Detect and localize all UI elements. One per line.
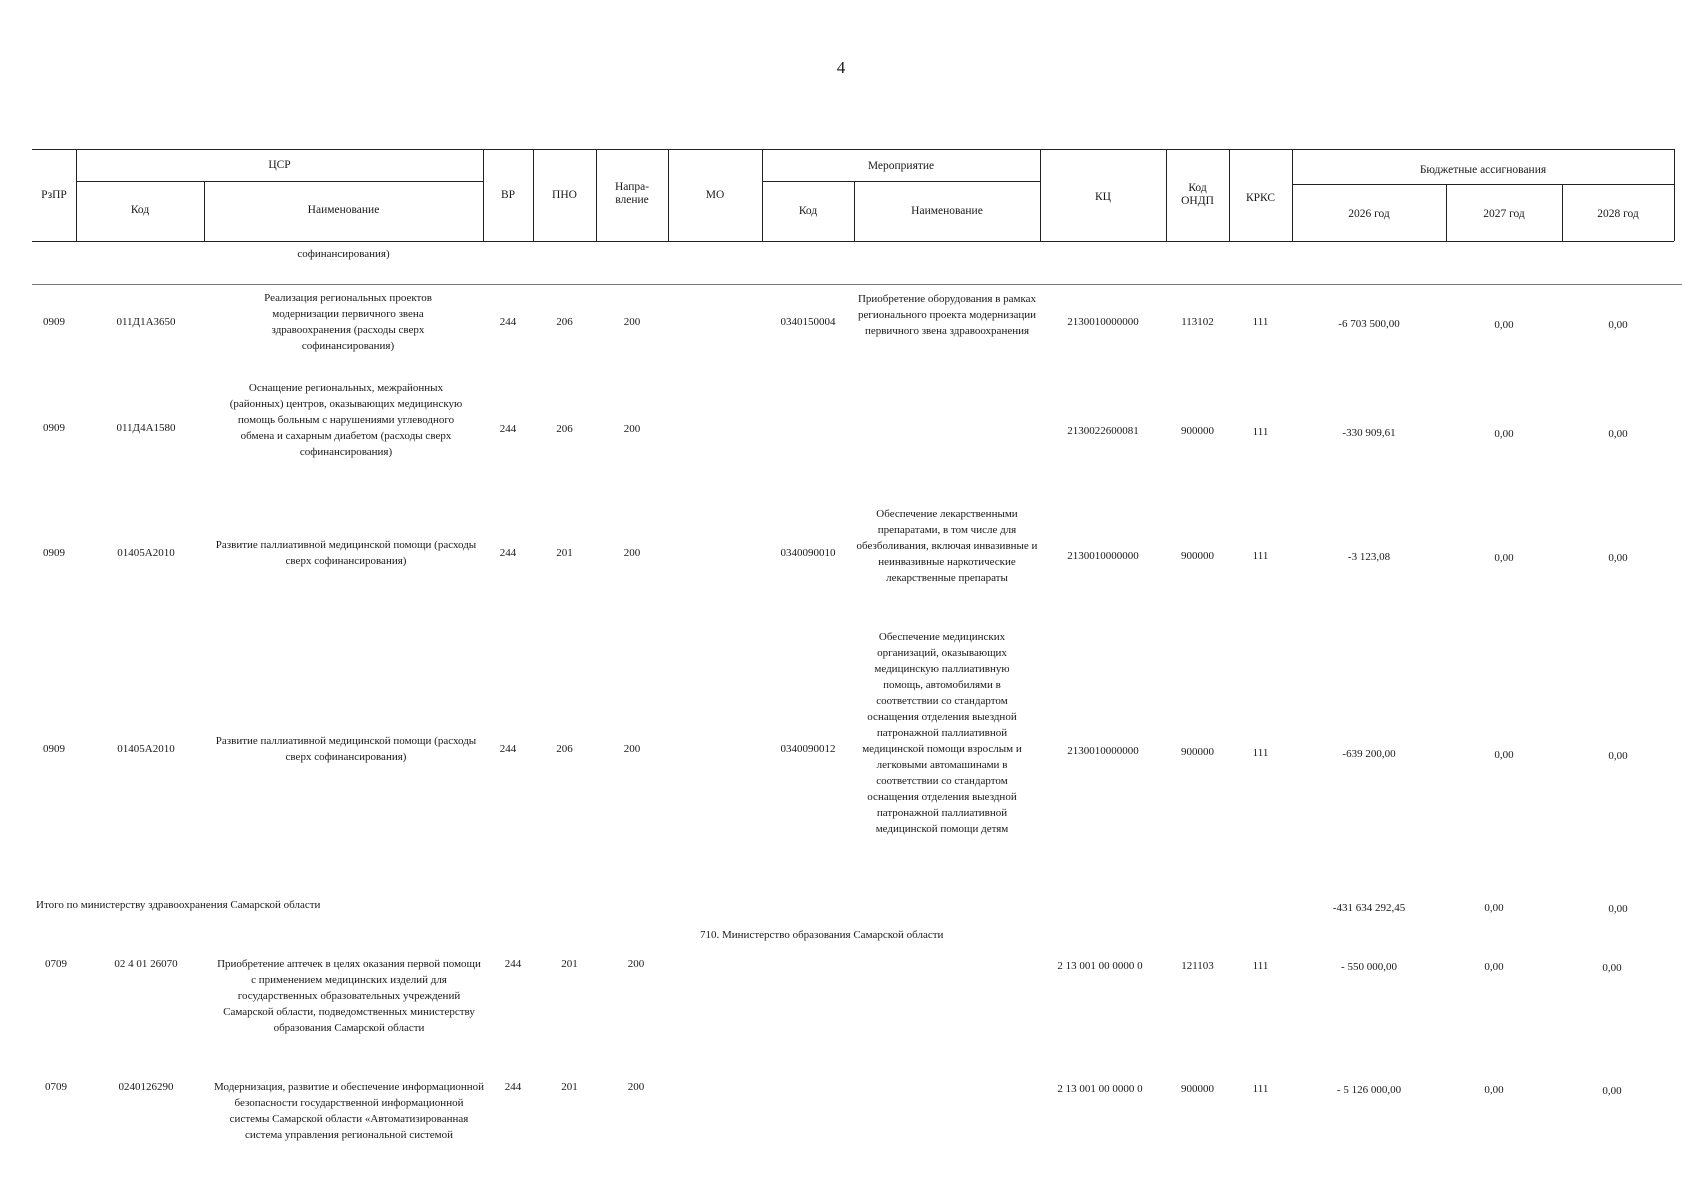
- header-mo: МО: [705, 189, 725, 201]
- header-rzpr: РзПР: [41, 189, 67, 201]
- table-row-2-krks: 111: [1252, 426, 1269, 438]
- table-row-4-2028: 0,00: [1608, 750, 1628, 762]
- table-row-1-ondp: 113102: [1181, 316, 1214, 328]
- table-row-2-vr: 244: [499, 423, 517, 435]
- header-bottom-line: [32, 241, 1674, 242]
- table-row-4-2027: 0,00: [1494, 749, 1514, 761]
- table-row-4-krks: 111: [1252, 747, 1269, 759]
- header-csr: ЦСР: [268, 159, 291, 171]
- table-row-2-dir: 200: [623, 423, 641, 435]
- table-row-4-rzpr: 0909: [43, 743, 65, 755]
- table-row-5-rzpr: 0709: [45, 958, 67, 970]
- table-row-6-2028: 0,00: [1602, 1085, 1622, 1097]
- header-sub-line-csr: [76, 181, 483, 182]
- table-row-1-vr: 244: [499, 316, 517, 328]
- header-vr: ВР: [500, 189, 516, 201]
- table-row-6-ondp: 900000: [1181, 1083, 1214, 1095]
- table-row-1-rzpr: 0909: [43, 316, 65, 328]
- header-sub-line-budget: [1292, 184, 1674, 185]
- table-row-5-krks: 111: [1252, 960, 1269, 972]
- table-row-5-kc: 2 13 001 00 0000 0: [1057, 960, 1143, 972]
- table-row-5-csr-name: Приобретение аптечек в целях оказания первой помощи с применением медицинских изделий для государственных образовательных учреждений Самарской области, подведомственных министерству образования Самарской области: [217, 958, 481, 1034]
- table-row-1-csr-name: Реализация региональных проектов модернизации первичного звена здравоохранения (расходы сверх софинансирования): [264, 292, 432, 352]
- header-event-name: Наименование: [911, 205, 983, 217]
- carry-over-text: софинансирования): [297, 248, 390, 260]
- header-budget: Бюджетные ассигнования: [1419, 164, 1547, 176]
- table-row-5-ondp: 121103: [1181, 960, 1214, 972]
- total-label: Итого по министерству здравоохранения Самарской области: [36, 899, 321, 911]
- header-2026: 2026 год: [1348, 208, 1390, 220]
- header-2027: 2027 год: [1483, 208, 1525, 220]
- table-row-4-kc: 2130010000000: [1067, 745, 1139, 757]
- table-row-3-event-name: Обеспечение лекарственными препаратами, в том числе для обезболивания, включая инвазивные и неинвазивные наркотические лекарственные препараты: [856, 508, 1038, 584]
- table-row-2-rzpr: 0909: [43, 422, 65, 434]
- table-row-3-2026: -3 123,08: [1347, 551, 1391, 563]
- table-row-1-event-code: 0340150004: [780, 316, 836, 328]
- table-row-5-dir: 200: [627, 958, 645, 970]
- header-krks: КРКС: [1245, 192, 1276, 204]
- table-row-2-pno: 206: [556, 423, 573, 435]
- table-row-6-krks: 111: [1252, 1083, 1269, 1095]
- table-row-1-krks: 111: [1252, 316, 1269, 328]
- table-row-6-kc: 2 13 001 00 0000 0: [1057, 1083, 1143, 1095]
- table-row-3-krks: 111: [1252, 550, 1269, 562]
- table-row-4-dir: 200: [623, 743, 641, 755]
- table-row-3-csr-code: 01405А2010: [117, 547, 175, 559]
- carry-separator-line: [32, 284, 1682, 285]
- table-row-6-vr: 244: [504, 1081, 522, 1093]
- header-event: Мероприятие: [867, 160, 935, 172]
- header-2028: 2028 год: [1597, 208, 1639, 220]
- table-row-3-2027: 0,00: [1494, 552, 1514, 564]
- header-csr-code: Код: [130, 204, 150, 216]
- table-row-5-pno: 201: [561, 958, 578, 970]
- table-row-3-ondp: 900000: [1181, 550, 1214, 562]
- table-row-3-pno: 201: [556, 547, 573, 559]
- table-row-3-dir: 200: [623, 547, 641, 559]
- table-row-2-2027: 0,00: [1494, 428, 1514, 440]
- table-row-1-2027: 0,00: [1494, 319, 1514, 331]
- table-row-5-2028: 0,00: [1602, 962, 1622, 974]
- table-row-4-event-code: 0340090012: [780, 743, 836, 755]
- table-row-6-rzpr: 0709: [45, 1081, 67, 1093]
- table-row-4-vr: 244: [499, 743, 517, 755]
- page-number: 4: [836, 58, 846, 77]
- table-row-1-csr-code: 011Д1А3650: [116, 316, 176, 328]
- table-row-4-pno: 206: [556, 743, 573, 755]
- table-row-4-event-name: Обеспечение медицинских организаций, оказывающих медицинскую паллиативную помощь, автомобилями в соответствии со стандартом оснащения отделения выездной патронажной паллиативной медицинской помощи взрослым и легковыми автомашинами в соответствии со стандартом оснащения отделения выездной патронажной паллиативной медицинской помощи детям: [862, 631, 1022, 835]
- table-row-2-kc: 2130022600081: [1067, 425, 1139, 437]
- table-row-5-2027: 0,00: [1484, 961, 1504, 973]
- total-2028: 0,00: [1608, 903, 1628, 915]
- table-row-6-dir: 200: [627, 1081, 645, 1093]
- table-row-2-ondp: 900000: [1181, 425, 1214, 437]
- header-kc: КЦ: [1095, 191, 1111, 203]
- table-row-4-2026: -639 200,00: [1342, 748, 1396, 760]
- table-row-3-rzpr: 0909: [43, 547, 65, 559]
- table-row-5-csr-code: 02 4 01 26070: [114, 958, 178, 970]
- table-row-4-csr-code: 01405А2010: [117, 743, 175, 755]
- header-sub-line-event: [762, 181, 1040, 182]
- table-row-1-kc: 2130010000000: [1067, 316, 1139, 328]
- table-row-3-vr: 244: [499, 547, 517, 559]
- table-row-6-pno: 201: [561, 1081, 578, 1093]
- table-row-1-2026: -6 703 500,00: [1338, 318, 1400, 330]
- table-row-6-csr-code: 0240126290: [118, 1081, 174, 1093]
- header-direction: Напра- вление: [614, 181, 650, 206]
- table-row-5-vr: 244: [504, 958, 522, 970]
- table-row-1-2028: 0,00: [1608, 319, 1628, 331]
- table-row-2-csr-code: 011Д4А1580: [116, 422, 176, 434]
- header-csr-name: Наименование: [307, 204, 380, 216]
- table-row-1-event-name: Приобретение оборудования в рамках регионального проекта модернизации первичного звена здравоохранения: [857, 293, 1037, 337]
- table-row-1-dir: 200: [623, 316, 641, 328]
- total-2027: 0,00: [1484, 902, 1504, 914]
- total-2026: -431 634 292,45: [1332, 902, 1406, 914]
- table-row-2-2026: -330 909,61: [1342, 427, 1396, 439]
- table-row-3-event-code: 0340090010: [780, 547, 836, 559]
- section-title: 710. Министерство образования Самарской области: [700, 929, 944, 941]
- table-row-1-pno: 206: [556, 316, 573, 328]
- table-row-2-2028: 0,00: [1608, 428, 1628, 440]
- header-ondp: Код ОНДП: [1181, 182, 1214, 207]
- table-row-6-2026: - 5 126 000,00: [1336, 1084, 1402, 1096]
- table-row-4-csr-name: Развитие паллиативной медицинской помощи (расходы сверх софинансирования): [215, 735, 477, 763]
- table-row-3-csr-name: Развитие паллиативной медицинской помощи (расходы сверх софинансирования): [215, 539, 477, 567]
- table-row-4-ondp: 900000: [1181, 746, 1214, 758]
- table-row-3-kc: 2130010000000: [1067, 550, 1139, 562]
- table-row-3-2028: 0,00: [1608, 552, 1628, 564]
- table-row-2-csr-name: Оснащение региональных, межрайонных (районных) центров, оказывающих медицинскую помощь больным с нарушениями углеводного обмена и сахарным диабетом (расходы сверх софинансирования): [229, 382, 463, 458]
- table-row-6-csr-name: Модернизация, развитие и обеспечение информационной безопасности государственной информационной системы Самарской области «Автоматизированная система управления региональной системой: [214, 1081, 485, 1141]
- table-row-6-2027: 0,00: [1484, 1084, 1504, 1096]
- header-top-line: [32, 149, 1674, 150]
- header-event-code: Код: [798, 205, 818, 217]
- header-pno: ПНО: [552, 189, 577, 201]
- table-row-5-2026: - 550 000,00: [1341, 961, 1397, 973]
